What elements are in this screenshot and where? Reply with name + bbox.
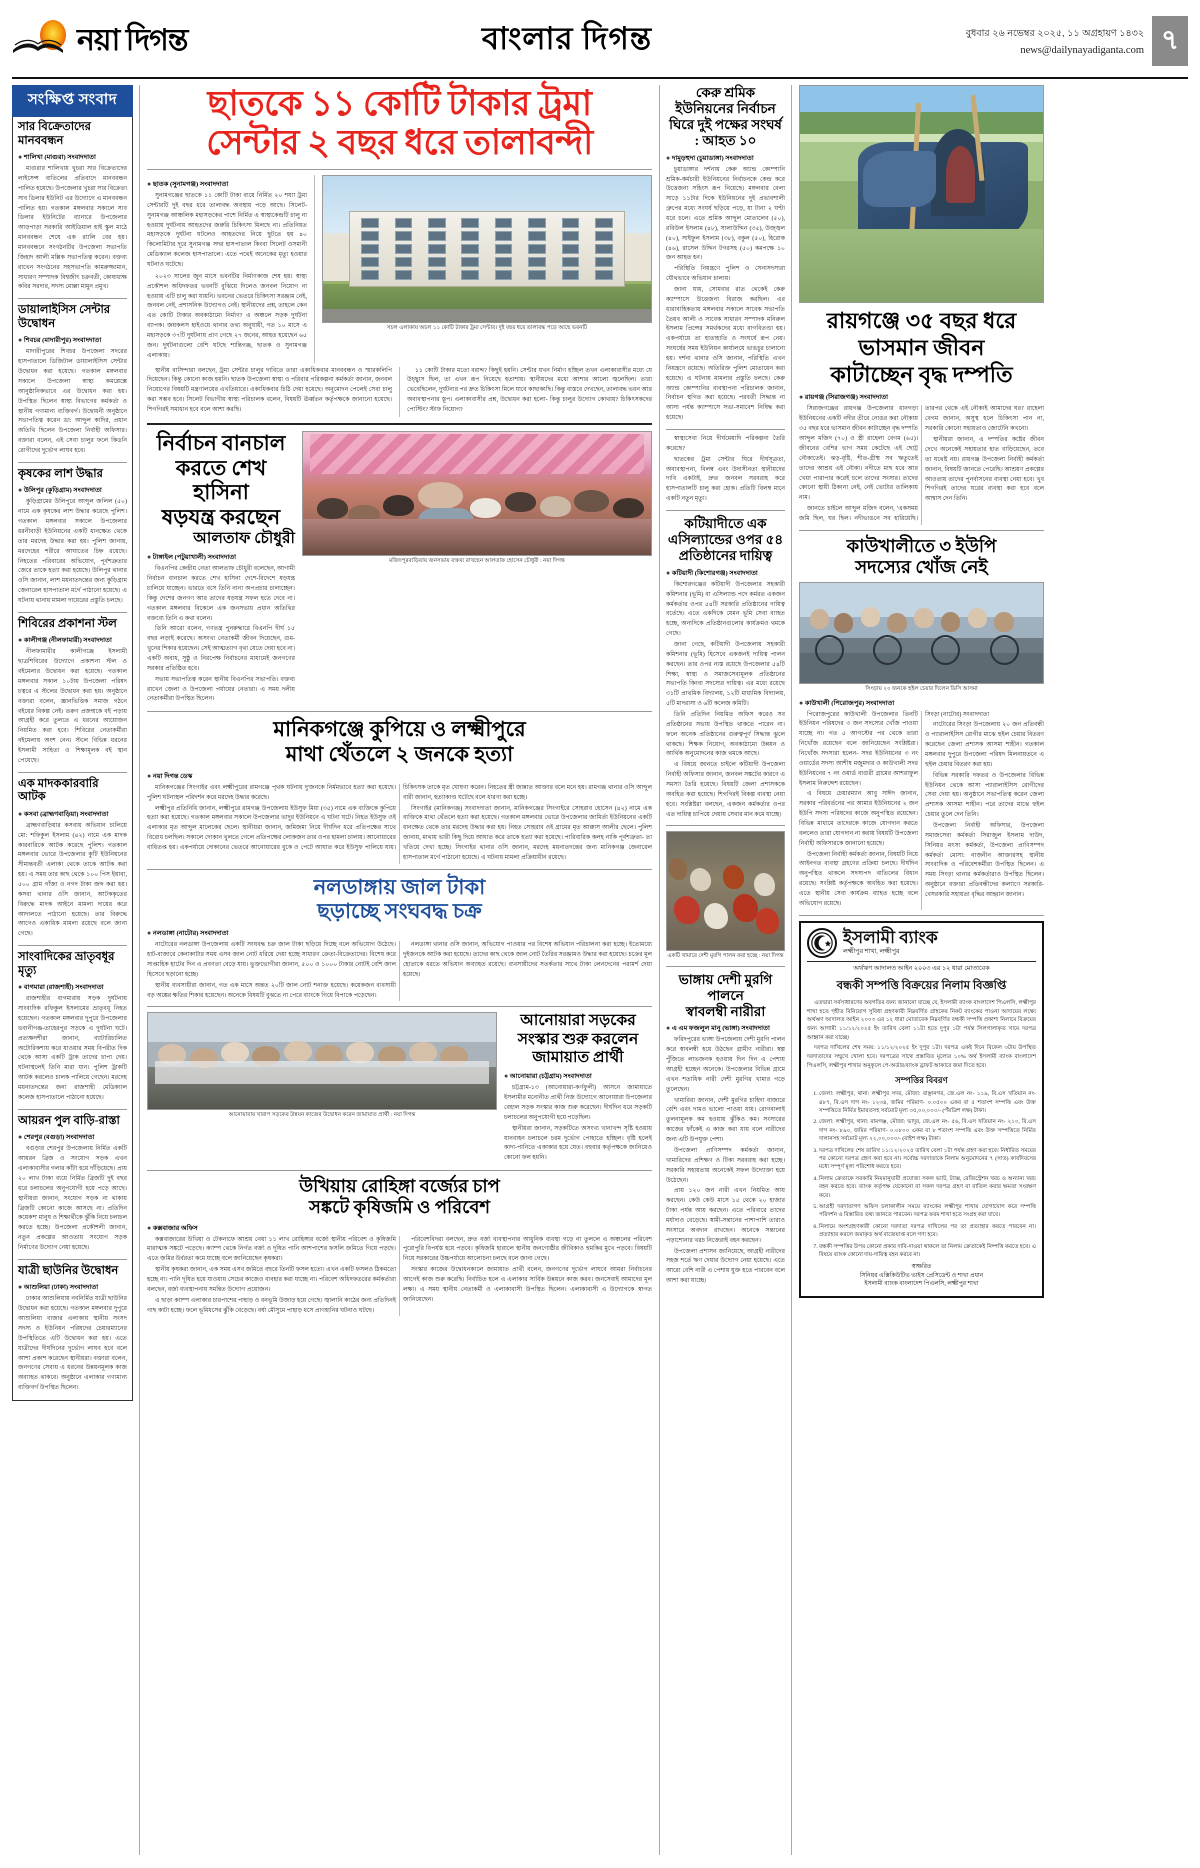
- ad-property-heading: সম্পত্তির বিবরণ: [895, 1075, 948, 1086]
- hasina-kicker: ● টাঙ্গাইল (পটুয়াখালী) সংবাদদাতা: [147, 553, 237, 562]
- hasina-byline: আলতাফ চৌধুরী: [193, 529, 295, 547]
- katiadi-headline-line2[interactable]: এসিল্যান্ডের ওপর ৫৪: [667, 531, 784, 547]
- anwara-body: চট্টগ্রাম-১৩ (আনোয়ারা-কর্ণফুলী) আসনে জামায়াতে ইসলামীর মনোনীত প্রার্থী নিজ উদ্যোগে আনোয়ারা উপজেলার বেহাল সড়ক সংস্কার কাজ শুরু করেছেন। দীর্ঘদিন ধরে সড়কটি চলাচলের অনুপযোগী হয়ে পড়েছিল। স্থানীয়রা জানান, সড়কটিতে অসংখ্য খানাখন্দ সৃষ্টি হওয়ায় যানবাহন চলাচলে চরম দুর্ভোগ পোহাতে হচ্ছিল। বৃষ্টি হলেই কাদা-পানিতে একাকার হয়ে যেত। বহুবার কর্তৃপক্ষকে জানিয়েও কোনো ফল হয়নি।: [504, 1085, 652, 1162]
- ad-law-reference: অর্থঋণ আদালত আইন ২০০৩ এর ১২ ধারা মোতাবেক: [853, 964, 990, 972]
- ad-list-item: 5. আগ্রহী দরদাতাগণ অফিস চলাকালীন সময়ে ব্যাংকের লক্ষ্মীপুর শাখায় যোগাযোগ করে সম্পত্তি পরিদর্শন ও বিস্তারিত তথ্য জানতে পারবেন। দরপত্র ফরম শাখা হতে সংগ্রহ করা যাবে।: [819, 1203, 1036, 1220]
- chicken-kicker: ● এ এম ফজলুল মানু (ভাঙ্গা) সংবাদদাতা: [666, 1024, 770, 1033]
- lead-photo-caption: সচল এলাকায় অচল ১১ কোটি টাকার ট্রমা সেন্টার। দুই বছর ধরে তালাবদ্ধ পড়ে আছে ভবনটি: [386, 325, 588, 331]
- sidebar-item-body: রাজশাহীর বাগমারায় সড়ক দুর্ঘটনায় সাংবাদিক রফিকুল ইসলামের ভ্রাতৃবধূ নিহত হয়েছেন। গতকাল মঙ্গলবার দুপুরে উপজেলার ভবানীগঞ্জ-তাহেরপুর সড়কে এ দুর্ঘটনা ঘটে। প্রত্যক্ষদর্শীরা জানান, ব্যাটারিচালিত অটোরিকশায় করে যাওয়ার সময় বিপরীত দিক থেকে আসা একটি ট্রাক তাদের চাপা দেয়। ঘটনাস্থলেই তিনি মারা যান। পুলিশ ট্রাকটি আটক করলেও চালক পালিয়ে গেছেন। মরদেহ ময়নাতদন্তের জন্য রাজশাহী মেডিক্যাল কলেজ হাসপাতালে পাঠানো হয়েছে।: [18, 996, 127, 1101]
- lead-body-col2: ২০২৩ সালের জুন মাসে ভবনটির নির্মাণকাজ শেষ হয়। স্বাস্থ্য প্রকৌশল অধিদফতর ভবনটি বুঝিয়ে দিলেও জনবল নিয়োগ না হওয়ায় এটি চালু করা যায়নি। ভবনের ভেতরে চিকিৎসা সরঞ্জাম নেই, জনবল নেই, প্রশাসনিক উদ্যোগও নেই। স্থানীয়দের প্রশ্ন, তাহলে কেন এত কোটি টাকার অবকাঠামো নির্মাণ? এ অঞ্চলে সড়ক দুর্ঘটনা ব্যাপক। জয়কলস হাইওয়ে থানার তথ্য অনুযায়ী, গত ১০ মাসে এ মহাসড়কে ৩৭টি দুর্ঘটনায় প্রাণ গেছে ২৭ জনের, আহত হয়েছেন ৬৫ জন। দুর্ঘটনাগুলো বেশি ঘটছে শান্তিগঞ্জ, ছাতক ও সুনামগঞ্জ এলাকায়।: [147, 273, 307, 359]
- kerosene-body: চুয়াডাঙ্গার দর্শনায় কেরু অ্যান্ড কোম্পানি শ্রমিক-কর্মচারী ইউনিয়নের নির্বাচনকে কেন্দ্র করে উত্তেজনা সহিংস রূপ নিয়েছে। মঙ্গলবার বেলা সাড়ে ১১টার দিকে ইউনিয়নের দুই প্রভাবশালী গ্রুপের মধ্যে সংঘর্ষ ছড়িয়ে পড়ে, যা টানা ২ ঘণ্টা ধরে চলে। এতে শ্রমিক আব্দুল মোতালেব (৫০), রবিউল ইসলাম (৪৮), সালাউদ্দিন (৩৫), উজ্জ্বল (৪০), সাইফুল ইসলাম (৩৮), বকুল (৫০), হিরোক (৪৬), রাসেল উদ্দিন টগরসহ (৫০) কমপক্ষে ১০ জন আহত হন। পরিস্থিতি নিয়ন্ত্রণে পুলিশ ও সেনাসদস্যরা যৌথভাবে অভিযান চালায়। জানা যায়, সোমবার রাত থেকেই কেরু ক্যাম্পাসে উত্তেজনা বিরাজ করছিল। এর ধারাবাহিকতায় মঙ্গলবার সকালে সাবেক সভাপতি তৈয়ব আলী ও সাবেক সাধারণ সম্পাদক মনিরুল ইসলাম প্রিন্সের সমর্থকদের মধ্যে বাগবিতণ্ডা হয়। একপর্যায়ে তা হাতাহাতি ও সংঘর্ষে রূপ নেয়। সংঘর্ষের সময় ইউনিয়ন কার্যালয়ে ভাঙচুর চালানো হয়। দর্শনা থানার ওসি জানান, পরিস্থিতি এখন নিয়ন্ত্রণে রয়েছে। অতিরিক্ত পুলিশ মোতায়েন করা হয়েছে। এ ঘটনায় মামলার প্রস্তুতি চলছে। কেরু অ্যান্ড কোম্পানির ব্যবস্থাপনা পরিচালক জানান, নির্বাচন স্থগিত করা হয়েছে। পরবর্তী সিদ্ধান্ত না আসা পর্যন্ত ক্যাম্পাসে সভা-সমাবেশ নিষিদ্ধ করা হয়েছে।: [666, 166, 785, 422]
- newspaper-logo[interactable]: [12, 18, 232, 64]
- sidebar-item-body: ব্রাহ্মণবাড়িয়ার কসবায় অভিযান চালিয়ে মো: শফিকুল ইসলাম (৪২) নামে এক মাদক কারবারিকে আটক করেছে পুলিশ। গতকাল মঙ্গলবার ভোরে উপজেলার কুটি ইউনিয়নের সীমান্তবর্তী এলাকা থেকে তাকে আটক করা হয়। এ সময় তার কাছ থেকে ১০০ পিস ইয়াবা, ৫০০ গ্রাম গাঁজা ও নগদ টাকা জব্দ করা হয়। কসবা থানার ওসি জানান, আটককৃতের বিরুদ্ধে মাদক আইনে মামলা দায়ের করে আদালতে পাঠানো হয়েছে। তার বিরুদ্ধে আগেও একাধিক মামলা রয়েছে বলে জানা গেছে।: [18, 822, 127, 938]
- manikganj-body: মানিকগঞ্জের সিংগাইর এবং লক্ষ্মীপুরের রামগঞ্জে পৃথক ঘটনায় দু'জনকে নির্মমভাবে হত্যা করা হয়েছে। পুলিশ ঘটনাস্থল পরিদর্শন করে মরদেহ উদ্ধার করেছে। লক্ষ্মীপুর প্রতিনিধি জানান, লক্ষ্মীপুরে রামগঞ্জ উপজেলায় ইউসুফ মিয়া (৩৫) নামে এক ব্যক্তিকে কুপিয়ে হত্যা করা হয়েছে। গতকাল মঙ্গলবার সকালে উপজেলার ভাদুর ইউনিয়নে এ ঘটনা ঘটে। নিহত ইউসুফ ওই এলাকার মৃত আব্দুল মালেকের ছেলে। স্থানীয়রা জানান, জমিজমা নিয়ে দীর্ঘদিন ধরে প্রতিপক্ষের সাথে বিরোধ চলছিল। সকালে দোকান খুলতে গেলে প্রতিপক্ষের লোকজন তার ওপর হামলা চালায়। আনোয়ারের বাধিতপ্ত হয়। একপর্যায়ে দোকানের ভেতরে আনোয়ারের বুকে ও পেটে আঘাত করে ইউসুফ পালিয়ে যায়। চিকিৎসক তাকে মৃত ঘোষণা করেন। নিহতের স্ত্রী জান্নাত আক্তার বলে মনে হয়। রামগঞ্জ থানার ওসি আব্দুল বারী জানান, হত্যাকাণ্ড ঘটেছে বলে ধারণা করা হচ্ছে। সিংগাইর (মানিকগঞ্জ) সংবাদদাতা জানান, মানিকগঞ্জের সিংগাইরে সোহরাব হোসেন (৪২) নামে এক ব্যক্তিকে মাথা থেঁতলে হত্যা করা হয়েছে। গতকাল মঙ্গলবার ভোরে উপজেলার জামির্তা ইউনিয়নের একটি ধানক্ষেত থেকে তার মরদেহ উদ্ধার করা হয়। নিহত সোহরাব ওই গ্রামের মৃত আক্কাস আলীর ছেলে। পুলিশ জানায়, মাথায় ভারী কিছু দিয়ে আঘাত করে তাকে হত্যা করা হয়েছে। পারিবারিক কলহ নাকি পূর্বশত্রুতা- তা খতিয়ে দেখা হচ্ছে। সিংগাইর থানার ওসি জানান, মরদেহ ময়নাতদন্তের জন্য মানিকগঞ্জ জেনারেল হাসপাতাল মর্গে পাঠানো হয়েছে। এ ঘটনায় মামলা প্রক্রিয়াধীন রয়েছে।: [147, 784, 652, 861]
- sidebar-item-title[interactable]: যাত্রী ছাউনির উদ্বোধন: [18, 1264, 119, 1277]
- logo-wordmark: নয়া দিগন্ত: [77, 24, 188, 57]
- ukhiya-kicker: ● কক্সবাজার অফিস: [147, 1223, 198, 1232]
- sidebar-item-title[interactable]: কৃষকের লাশ উদ্ধার: [18, 467, 103, 480]
- kerosene-union-story: [666, 85, 785, 424]
- katiadi-kicker: ● কটিয়াদী (কিশোরগঞ্জ) সংবাদদাতা: [666, 568, 758, 577]
- secondary-column: [660, 85, 792, 1855]
- kaukhali-body: পিরোজপুরের কাউখালী উপজেলার তিনটি ইউনিয়ন পরিষদের ৩ জন সদস্যের খোঁজ পাওয়া যাচ্ছে না। গত ৫ আগস্টের পর থেকে তারা নিখোঁজ রয়েছেন বলে জানিয়েছেন সংশ্লিষ্টরা। নিখোঁজ সদস্যরা হলেন- সদর ইউনিয়নের ৩ নং ওয়ার্ডের সদস্য আশীষ মজুমদার ও কাউখালী সদর ইউনিয়নের ৭ নং ওয়ার্ড বাগুরী গ্রামের আশরাফুল ইসলাম নিরুদ্দেশ রয়েছেন। এ বিষয়ে চেয়ারম্যান আবু সাঈদ জানান, সরকার পরিবর্তনের পর আমার ইউনিয়নের ২ জন ইউপি সদস্য পরিষদের কাজে অনুপস্থিত রয়েছেন। বিভিন্ন মাধ্যমে তাদেরকে কাজে যোগদান করতে বললেও তারা যোগদান না করায় বিষয়টি উপজেলা নির্বাহী অফিসারকে জানানো হয়েছে। উপজেলা নির্বাহী কর্মকর্তা জানান, বিষয়টি নিয়ে আইনগত ব্যবস্থা গ্রহণের প্রক্রিয়া চলছে। দীর্ঘদিন অনুপস্থিত থাকলে সদস্যপদ বাতিলের বিধান রয়েছে। সংশ্লিষ্ট কর্তৃপক্ষকে অবহিত করা হয়েছে। এতে স্থানীয় সেবা কার্যক্রম ব্যাহত হচ্ছে বলে অভিযোগ রয়েছে। সিংড়া (নাটোর) সংবাদদাতা নাটোরের সিংড়া উপজেলায় ২০ জন প্রতিবন্ধী ও প্যারালাইসিস রোগীর মাঝে হুইল চেয়ার বিতরণ করেছেন জেলা প্রশাসক আসমা শাহীন। গতকাল মঙ্গলবার দুপুরে উপজেলা পরিষদ মিলনায়তনে এ হুইল চেয়ার বিতরণ করা হয়। বিভিন্ন সরকারি দফতর ও উপজেলার বিভিন্ন ইউনিয়ন থেকে আসা প্যারালাইসিস রোগীদের সেবা দেয়া হয়। অনুষ্ঠানে সভাপতিত্ব করেন জেলা প্রশাসক আসমা শাহীন। পরে তাদের মাঝে হুইল চেয়ার তুলে দেন তিনি। উপজেলা নির্বাহী অফিসার, উপজেলা সমাজসেবা কর্মকর্তা সিরাজুল ইসলাম দাউদ, সিনিয়র মৎস্য কর্মকর্তা, উপজেলা প্রাণিসম্পদ কর্মকর্তা মোসা: নাজনীন আক্তারসহ স্থানীয় সাংবাদিক ও পরিবেশকর্মীরা উপস্থিত ছিলেন। এ সময় সিংড়া থানার কর্মকর্তারাও উপস্থিত ছিলেন। অনুষ্ঠানে বক্তারা প্রতিবন্ধীদের কল্যাণে সরকারি-বেসরকারি সহায়তা বৃদ্ধির আহ্বান জানান।: [799, 711, 1044, 907]
- anwara-headline-line3[interactable]: জামায়াত প্রার্থী: [532, 1048, 624, 1066]
- sidebar-brief-news: [12, 85, 140, 1855]
- main-column: [140, 85, 660, 1855]
- naldanga-kicker: ● নলডাঙ্গা (নাটোর) সংবাদদাতা: [147, 929, 229, 938]
- sidebar-item-kicker: ● কসবা (ব্রাহ্মণবাড়িয়া) সংবাদদাতা: [18, 809, 109, 818]
- lead-body-col3: স্থানীয় বাসিন্দারা বলছেন, ট্রমা সেন্টার চালুর দাবিতে তারা একাধিকবার মানববন্ধন ও স্মারকলিপি দিয়েছেন। কিন্তু কোনো কাজ হয়নি। ছাতক উপজেলা স্বাস্থ্য ও পরিবার পরিকল্পনা কর্মকর্তা জানান, জনবল নিয়োগের বিষয়টি মন্ত্রণালয়ের এখতিয়ারে। একাধিকবার চিঠি দেয়া হয়েছে। অনুমোদন পেলেই সেবা চালু করা সম্ভব হবে। সিলেট বিভাগীয় স্বাস্থ্য পরিচালক বলেন, বিষয়টি ঊর্ধ্বতন কর্তৃপক্ষকে জানানো হয়েছে। শিগগিরই সমাধান হবে বলে আশা করছি।: [147, 367, 392, 414]
- sidebar-item-kicker: ● উলিপুর (কুড়িগ্রাম) সংবাদদাতা: [18, 486, 102, 495]
- sidebar-item-body: বগুড়ার শেরপুর উপজেলায় নির্মিত একটি আয়রন ব্রিজ ও সংযোগ সড়ক এখন এলাকাবাসীর গলার কাঁটা হয়ে দাঁড়িয়েছে। প্রায় ২০ লাখ টাকা ব্যয়ে নির্মিত ব্রিজটি দুই বছর ধরে চলাচলের অনুপযোগী হয়ে পড়ে আছে। স্থানীয়রা জানান, সংযোগ সড়ক না থাকায় ব্রিজটি কোনো কাজে আসছে না। প্রতিদিন কয়েকশ' মানুষ ও শিক্ষার্থীকে ঝুঁকি নিয়ে চলাচল করতে হচ্ছে। উপজেলা প্রকৌশলী জানান, নতুন প্রকল্পের আওতায় সংযোগ সড়ক নির্মাণের উদ্যোগ নেয়া হয়েছে।: [18, 1146, 127, 1251]
- content-grid: [12, 85, 1188, 1855]
- raiganj-headline-line2[interactable]: ভাসমান জীবন: [858, 334, 985, 360]
- ad-list-item: 2. জেলা: লক্ষ্মীপুর, থানা: রামগঞ্জ, মৌজা: ভাদুর, জে.এল নং- ৫৬, বি.এস খতিয়ান নং- ২১০, বি.এস দাগ নং- ৮৯০, জমির পরিমাণ- ০.০৮০০ একর বা ৮ শতাংশ সম্পত্তি এবং উক্ত সম্পত্তিতে নির্মিত দালানসহ সর্বমোট মূল্য ২২,০০,০০০/- (বাইশ লক্ষ) টাকা।: [819, 1118, 1036, 1143]
- hasina-story: [147, 431, 652, 706]
- publication-date: বুধবার ২৬ নভেম্বর ২০২৫, ১১ অগ্রহায়ণ ১৪৩২: [965, 27, 1144, 39]
- ad-list-item: 6. নিলামে অংশগ্রহণকারী কোনো দরদাতা দরপত্র দাখিলের পর তা প্রত্যাহার করতে পারবেন না। প্রত্যাহার করলে জমাকৃত অর্থ বাজেয়াপ্ত বলে গণ্য হবে।: [819, 1223, 1036, 1240]
- lead-kicker: ● ছাতক (সুনামগঞ্জ) সংবাদদাতা: [147, 180, 229, 188]
- page-number-badge: ৭: [1152, 16, 1188, 66]
- trauma-center-photo: [322, 175, 652, 323]
- katiadi-headline-line3[interactable]: প্রতিষ্ঠানের দায়িত্ব: [678, 547, 773, 563]
- lead-spill-col5: স্বাস্থ্যসেবা নিয়ে দীর্ঘমেয়াদি পরিকল্পনা তৈরি করেছে? ছাতকের ট্রমা সেন্টার ঘিরে দীর্ঘসূত্রতা, অব্যবস্থাপনা, বিলম্ব এবং উদাসীনতা স্থানীয়দের দাবি একটাই, দ্রুত জনবল সরবরাহ করে হাসপাতালটি চালু করা হোক। প্রতিটি বিলম্ব মানে একটি নতুন মৃত্যু।: [666, 436, 785, 503]
- ad-list-item: 1. জেলা: লক্ষ্মীপুর, থানা: লক্ষ্মীপুর সদর, মৌজা: বাঞ্ছানগর, জে.এল নং- ১১৯, বি.এস খতিয়ান নং- ৪৮৭, বি.এস দাগ নং- ১২৩৪, জমির পরিমাণ- ০.০৫০০ একর বা ৫ শতাংশ সম্পত্তি এবং উক্ত সম্পত্তিতে নির্মিত ইমারতসহ সর্বমোট মূল্য ৩৫,০০,০০০/- (পঁয়ত্রিশ লক্ষ) টাকা।: [819, 1090, 1036, 1115]
- crescent-star-icon: [811, 932, 833, 954]
- sidebar-item-title[interactable]: সার বিক্রেতাদের মানববন্ধন: [18, 121, 92, 147]
- lead-story: [147, 85, 652, 417]
- sidebar-item-kicker: ● শিবচর (মাদারীপুর) সংবাদদাতা: [18, 336, 102, 345]
- sidebar-item-kicker: ● শালিখা (মাগুরা) সংবাদদাতা: [18, 153, 96, 162]
- ukhiya-headline-line1[interactable]: উখিয়ায় রোহিঙ্গা বর্জ্যের চাপ: [299, 1176, 500, 1197]
- sidebar-item-kicker: ● বাগমারা (রাজশাহী) সংবাদদাতা: [18, 983, 104, 992]
- sidebar-item-body: নীলফামারীর কালীগঞ্জে ইসলামী ছাত্রশিবিরের উদ্যোগে প্রকাশনা স্টল ও বইমেলার উদ্বোধন করা হয়েছে। গতকাল মঙ্গলবার সকাল ১০টায় উপজেলা পরিষদ চত্বরে এ স্টলের উদ্বোধন করা হয়। অনুষ্ঠানে বক্তারা বলেন, জ্ঞানভিত্তিক সমাজ গঠনে বইয়ের বিকল্প নেই। তরুণ প্রজন্মকে বই পড়ায় আগ্রহী করে তুলতে এ ধরনের আয়োজন নিয়মিত করা হবে। শিবিরের নেতাকর্মীরা বইমেলায় অংশ নেন। স্টলে বিভিন্ন ধরনের ইসলামী সাহিত্য ও শিক্ষামূলক বই স্থান পেয়েছে।: [18, 649, 127, 764]
- chicken-headline-line2[interactable]: স্বাবলম্বী নারীরা: [685, 1003, 766, 1019]
- masthead-meta: [902, 27, 1152, 56]
- rally-speech-photo: [302, 431, 652, 556]
- ad-sign-label: স্বাক্ষরিত: [911, 1264, 932, 1271]
- sidebar-item-body: ঢাকার আশুলিয়ায় নবনির্মিত যাত্রী ছাউনির উদ্বোধন করা হয়েছে। গতকাল মঙ্গলবার দুপুরে আশুলিয়া বাজার এলাকায় স্থানীয় সংসদ সদস্য ও ইউনিয়ন পরিষদের চেয়ারম্যানের উপস্থিতিতে এটি উদ্বোধন করা হয়। এতে যাত্রীদের দীর্ঘদিনের দুর্ভোগ লাঘব হবে বলে আশা প্রকাশ করেছেন স্থানীয়রা। বক্তারা বলেন, জনগণের সেবায় এ ধরনের উন্নয়নমূলক কাজ অব্যাহত থাকবে। অনুষ্ঠানে এলাকার গণ্যমান্য ব্যক্তিবর্গ উপস্থিত ছিলেন।: [18, 1296, 127, 1392]
- sidebar-item-title[interactable]: আয়রন পুল বাড়ি-রাস্তা: [18, 1114, 120, 1127]
- ad-sign-branch: ইসলামী ব্যাংক বাংলাদেশ পিএলসি, লক্ষ্মীপুর শাখা: [864, 1281, 979, 1288]
- ukhiya-body: কক্সবাজারের উখিয়া ও টেকনাফে আশ্রয় নেয়া ১১ লাখ রোহিঙ্গার বর্জ্যে স্থানীয় পরিবেশ ও কৃষিজমি মারাত্মক সঙ্কটে পড়েছে। ক্যাম্প থেকে নির্গত বর্জ্য ও দূষিত পানি আশপাশের ফসলি জমিতে গিয়ে পড়ছে। এতে জমির উর্বরতা কমে যাচ্ছে বলে জানিয়েছেন কৃষকরা। স্থানীয় কৃষকরা জানান, এক সময় এসব জমিতে বছরে তিনটি ফসল হতো। এখন একটি ফসলও ঠিকমতো হচ্ছে না। পানি দূষিত হয়ে যাওয়ায় সেচের কাজেও ব্যবহার করা যাচ্ছে না। পরিবেশ অধিদফতরের কর্মকর্তারা বলছেন, বর্জ্য ব্যবস্থাপনায় সমন্বিত উদ্যোগ প্রয়োজন। এ ছাড়া ক্যাম্প এলাকার চারপাশের পাহাড় ও বনভূমি উজাড় হয়ে গেছে। জ্বালানি কাঠের জন্য প্রতিদিনই গাছ কাটা হচ্ছে। ফলে ভূমিধসের ঝুঁকি বেড়েছে। বর্ষা মৌসুমে পাহাড় ধসে প্রাণহানির ঘটনাও ঘটছে। পরিবেশবিদরা বলছেন, দ্রুত বর্জ্য ব্যবস্থাপনার আধুনিক ব্যবস্থা গড়ে না তুললে এ অঞ্চলের পরিবেশ পুরোপুরি বিপর্যস্ত হয়ে পড়বে। কৃষিজমি হারালে স্থানীয় জনগোষ্ঠীর জীবিকাও হুমকির মুখে পড়বে। বিষয়টি নিয়ে সরকারের উচ্চপর্যায়ে আলোচনা চলছে বলে জানা গেছে। সংস্কার কাজের উদ্বোধনকালে জামায়াত প্রার্থী বলেন, জনগণের দুর্ভোগ লাঘবে আমরা নির্বাচনের আগেই কাজ শুরু করেছি। নির্বাচিত হলে এ এলাকার সার্বিক উন্নয়নে কাজ করব। জনসেবাই আমাদের মূল লক্ষ্য। এ সময় স্থানীয় নেতাকর্মী ও এলাকাবাসী উপস্থিত ছিলেন। এলাকাবাসী এ উদ্যোগকে স্বাগত জানিয়েছেন।: [147, 1236, 652, 1314]
- katiadi-body: কিশোরগঞ্জের কটিয়াদী উপজেলার সহকারী কমিশনার (ভূমি) বা এসিল্যান্ড পদে কর্মরত একজন কর্মকর্তার ওপর ৫৪টি সরকারি প্রতিষ্ঠানের দায়িত্ব বর্তেছে। এতে একদিকে যেমন ভূমি সেবা ব্যাহত হচ্ছে, অন্যদিকে প্রতিষ্ঠানগুলোর কার্যক্রমও থমকে গেছে। জানা গেছে, কটিয়াদী উপজেলায় সহকারী কমিশনার (ভূমি) হিসেবে একজনই দায়িত্ব পালন করছেন। তার ওপর ন্যস্ত রয়েছে উপজেলার ৫৪টি শিক্ষা, স্বাস্থ্য ও সমাজসেবামূলক প্রতিষ্ঠানের সভাপতি কিংবা সদস্যের দায়িত্ব। এর মধ্যে রয়েছে ৩১টি প্রাথমিক বিদ্যালয়, ১২টি মাধ্যমিক বিদ্যালয়, ৫টি মাদরাসা ও ৬টি কলেজ কমিটি। তিনি প্রতিদিন নিয়মিত অফিস করেও সব প্রতিষ্ঠানের সভায় উপস্থিত থাকতে পারেন না। ফলে অনেক প্রতিষ্ঠানের গুরুত্বপূর্ণ সিদ্ধান্ত ঝুলে থাকছে। শিক্ষক নিয়োগ, অবকাঠামো উন্নয়ন ও আর্থিক অনুমোদনের কাজ থমকে আছে। এ বিষয়ে জানতে চাইলে কটিয়াদী উপজেলা নির্বাহী অফিসার জানান, জনবল সঙ্কটের কারণে এ সমস্যা তৈরি হয়েছে। বিষয়টি জেলা প্রশাসককে অবহিত করা হয়েছে। শিগগিরই বিকল্প ব্যবস্থা নেয়া হবে। সংশ্লিষ্টরা বলছেন, একজন কর্মকর্তার ওপর এত দায়িত্ব চাপিয়ে দেয়ায় সেবার মান কমে যাচ্ছে।: [666, 581, 785, 818]
- manikganj-headline-line1[interactable]: মানিকগঞ্জে কুপিয়ে ও লক্ষ্মীপুরে: [273, 717, 526, 742]
- contact-email[interactable]: news@dailynayadiganta.com: [1020, 44, 1144, 56]
- sidebar-item-title[interactable]: এক মাদককারবারি আটক: [18, 777, 99, 804]
- ukhiya-story: [147, 1176, 652, 1316]
- hasina-body: বিএনপির কেন্দ্রীয় নেতা আলতাফ চৌধুরী বলেছেন, আগামী নির্বাচন বানচাল করতে শেখ হাসিনা দেশে-বিদেশে ষড়যন্ত্র চালিয়ে যাচ্ছেন। ভারতে বসে তিনি নানা অপপ্রচার চালাচ্ছেন। কিন্তু দেশের জনগণ আর তাদের ষড়যন্ত্র সফল হতে দেবে না। গতকাল মঙ্গলবার বিকেলে এক জনসভায় প্রধান অতিথির বক্তব্যে তিনি এ কথা বলেন। তিনি আরো বলেন, গণতন্ত্র পুনরুদ্ধারে বিএনপি দীর্ঘ ১৫ বছর লড়াই করেছে। অসংখ্য নেতাকর্মী জীবন দিয়েছেন, গুম-খুনের শিকার হয়েছেন। সেই আত্মত্যাগ বৃথা যেতে দেয়া হবে না। একটি অবাধ, সুষ্ঠু ও নিরপেক্ষ নির্বাচনের মাধ্যমেই জনগণের সরকার প্রতিষ্ঠিত হবে। সভায় সভাপতিত্ব করেন স্থানীয় বিএনপির সভাপতি। বক্তব্য রাখেন জেলা ও উপজেলা পর্যায়ের নেতারা। এ সময় দলীয় নেতাকর্মীরা উপস্থিত ছিলেন।: [147, 566, 295, 703]
- sidebar-item-body: মাগুরার শালিখায় খুচরা সার বিক্রেতাদের লাইসেন্স বাতিলের প্রতিবাদে মানববন্ধন পালিত হয়েছে। উপজেলার খুচরা সার বিক্রেতা সাব ডিলার ইউনিট এর উদ্যোগে এ মানববন্ধন পালিত হয়। গতকাল মঙ্গলবার সকালে সাব ডিলার ইউনিটের ব্যানারে উপজেলার আড়পাড়া সরকারি আইডিয়াল হাই স্কুল মাঠে মানববন্ধন শেষে এক র‍্যালি বের হয়। মানববন্ধনে সংগঠনটির উপজেলা সভাপতি জিহাদ আলী মল্লিক সভাপতিত্ব করেন। বক্তব্য রাখেন সংগঠনের সহসভাপতি কামরুজ্জামান, সাধারণ সম্পাদক বিশ্বজীৎ চক্রবর্তী, কোষাধ্যক্ষ কবির সরদার, সদস্য মোল্লা মামুন প্রমুখ।: [18, 166, 127, 291]
- sidebar-item-kicker: ● কালীগঞ্জ (নীলফামারী) সংবাদদাতা: [18, 636, 112, 645]
- naldanga-story: [147, 875, 652, 1002]
- anwara-headline-line2[interactable]: সংস্কার শুরু করলেন: [517, 1030, 639, 1048]
- chicken-story: [666, 972, 785, 1287]
- raiganj-kicker: ● রায়গঞ্জ (সিরাজগঞ্জ) সংবাদদাতা: [799, 393, 889, 402]
- masthead-divider: [12, 77, 1188, 79]
- ukhiya-headline-line2[interactable]: সঙ্কটে কৃষিজমি ও পরিবেশ: [308, 1197, 491, 1218]
- masthead: [12, 10, 1188, 72]
- naldanga-headline-line2[interactable]: ছড়াচ্ছে সংঘবদ্ধ চক্র: [317, 899, 482, 924]
- ad-header: [807, 928, 1036, 962]
- sidebar-item-kicker: ● শেরপুর (বগুড়া) সংবাদদাতা: [18, 1133, 95, 1142]
- open-book-icon: [12, 34, 64, 56]
- wheelchair-photo-caption: সিংড়ায় ২০ জনকে হুইল চেয়ার দিলেন ডিসি আসমা: [865, 686, 978, 693]
- ad-bank-name: ইসলামী ব্যাংক: [843, 927, 938, 947]
- sidebar-box: [12, 117, 133, 1401]
- chicken-headline-line1[interactable]: ভাঙ্গায় দেশী মুরগি পালনে: [678, 971, 773, 1003]
- kaukhali-story: [799, 536, 1044, 578]
- kerosene-kicker: ● দামুড়হুদা (চুয়াডাঙ্গা) সংবাদদাতা: [666, 153, 754, 162]
- page-title: বাংলার দিগন্ত: [481, 21, 653, 56]
- kerosene-headline[interactable]: কেরু শ্রমিক ইউনিয়নের নির্বাচন ঘিরে দুই পক্ষের সংঘর্ষ : আহত ১০: [669, 85, 782, 148]
- chicken-farm-photo: [666, 831, 785, 951]
- hasina-headline-line1[interactable]: নির্বাচন বানচাল: [156, 430, 286, 455]
- anwara-kicker: ● আনোয়ারা (চট্টগ্রাম) সংবাদদাতা: [504, 1072, 592, 1081]
- ad-title: বন্ধকী সম্পত্তি বিক্রয়ের নিলাম বিজ্ঞপ্তি: [836, 980, 1007, 993]
- lead-body-col1: সুনামগঞ্জের ছাতকে ১১ কোটি টাকা ব্যয়ে নির্মিত ২০ শয্যা ট্রমা সেন্টারটি দুই বছর ধরে তালাবদ্ধ অবস্থায় পড়ে আছে। সিলেট-সুনামগঞ্জ আঞ্চলিক মহাসড়কের পাশে নির্মিত এ স্বাস্থ্যকেন্দ্রটি চালু না হওয়ায় দুর্ঘটনায় আহতদের জরুরি চিকিৎসা মিলছে না। প্রতিনিয়ত মহাসড়কে দুর্ঘটনা ঘটলেও আহতদের নিয়ে ছুটতে হয় ৪০ কিলোমিটার দূরে সুনামগঞ্জ সদর হাসপাতাল কিংবা সিলেট ওসমানী মেডিক্যাল কলেজ হাসপাতালে। এতে পথেই অনেকের মৃত্যু হওয়ার ঘটনাও ঘটেছে।: [147, 193, 307, 269]
- ad-conditions-list: [807, 1090, 1036, 1259]
- chicken-body: ফরিদপুরের ভাঙ্গা উপজেলায় দেশী মুরগি পালন করে স্বাবলম্বী হয়ে উঠছেন গ্রামীণ নারীরা। স্বল্প পুঁজিতে লাভজনক হওয়ায় দিন দিন এ পেশায় আগ্রহী হচ্ছেন অনেকে। উপজেলার বিভিন্ন গ্রামে এখন শতাধিক নারী দেশী মুরগির খামার গড়ে তুলেছেন। খামারিরা জানান, দেশী মুরগির চাহিদা বাজারে বেশি এবং দামও ভালো পাওয়া যায়। রোগবালাই তুলনামূলক কম হওয়ায় ঝুঁকিও কম। সংসারের কাজের ফাঁকেই এ কাজ করা যায় বলে নারীদের জন্য এটি উপযুক্ত পেশা। উপজেলা প্রাণিসম্পদ কর্মকর্তা জানান, খামারিদের প্রশিক্ষণ ও টিকা সরবরাহ করা হচ্ছে। সরকারি সহায়তায় অনেকেই সফল উদ্যোক্তা হয়ে উঠেছেন। প্রায় ১২০ জন নারী এখন নিয়মিত আয় করছেন। কেউ কেউ মাসে ১৫ থেকে ২০ হাজার টাকা পর্যন্ত আয় করছেন। এতে পরিবারে তাদের মর্যাদাও বেড়েছে। স্বামী-সন্তানের পাশাপাশি তারাও সংসারে অবদান রাখছেন। অনেকে সন্তানের পড়াশোনার খরচ নিজেরাই বহন করছেন। উপজেলা প্রশাসন জানিয়েছে, আগ্রহী নারীদের সহজ শর্তে ঋণ দেয়ার উদ্যোগ নেয়া হয়েছে। এতে আরো বেশি নারী এ পেশায় যুক্ত হতে পারবেন বলে আশা করা যাচ্ছে।: [666, 1037, 785, 1285]
- ad-list-item: 7. বন্ধকী সম্পত্তির উপর কোনো প্রকার দাবি-দাওয়া থাকলে তা নিলাম ক্রেতাকেই নিষ্পত্তি করতে হবে। এ বিষয়ে ব্যাংক কোনো দায়-দায়িত্ব বহন করবে না।: [819, 1243, 1036, 1260]
- katiadi-headline-line1[interactable]: কটিয়াদীতে এক: [684, 516, 767, 532]
- hasina-headline-line3[interactable]: ষড়যন্ত্র করছেন: [161, 505, 281, 530]
- road-repair-group-photo: [147, 1012, 497, 1110]
- naldanga-body: নাটোরের নলডাঙ্গা উপজেলায় একটি সংঘবদ্ধ চক্র জাল টাকা ছড়িয়ে দিচ্ছে বলে অভিযোগ উঠেছে। হাট-বাজারে কেনাকাটার সময় এসব জাল নোট ধরিয়ে দেয়া হচ্ছে সাধারণ ক্রেতা-বিক্রেতাদের। বিশেষ করে সাপ্তাহিক হাটের দিন এ প্রবণতা বেড়ে যায়। ভুক্তভোগীরা জানান, ৫০০ ও ১০০০ টাকার নোটই বেশি জাল হিসেবে ছড়ানো হচ্ছে। স্থানীয় ব্যবসায়ীরা জানান, গত এক মাসে অন্তত ২০টি জাল নোট শনাক্ত হয়েছে। কয়েকজন ব্যবসায়ী বড় অঙ্কের ক্ষতির শিকার হয়েছেন। অনেকে বিষয়টি বুঝতে না পেরে ব্যাংকে গিয়ে বিপাকে পড়েছেন। নলডাঙ্গা থানার ওসি জানান, অভিযোগ পাওয়ার পর বিশেষ অভিযান পরিচালনা করা হচ্ছে। ইতোমধ্যে দুইজনকে আটক করা হয়েছে। তাদের কাছ থেকে জাল নোট তৈরির সরঞ্জামও উদ্ধার করা হয়েছে। চক্রের মূল হোতাকে ধরতে অভিযান অব্যাহত রয়েছে। ব্যবসায়ীদের সতর্কতার সাথে টাকা লেনদেনের পরামর্শ দেয়া হয়েছে।: [147, 942, 652, 999]
- sidebar-header: সংক্ষিপ্ত সংবাদ: [12, 85, 133, 117]
- manikganj-headline-line2[interactable]: মাথা থেঁতলে ২ জনকে হত্যা: [285, 742, 514, 767]
- ad-list-item: 3. দরপত্র দাখিলের শেষ তারিখ ১১/১২/২০২৫ তারিখ বেলা ১টা পর্যন্ত গ্রহণ করা হবে। নির্ধারিত সময়ের পর কোনো দরপত্র গ্রহণ করা হবে না। সর্বোচ্চ দরদাতাকে নিলাম অনুমোদনের ৭ (সাত) কার্যদিবসের মধ্যে সম্পূর্ণ মূল্য পরিশোধ করতে হবে।: [819, 1147, 1036, 1172]
- katiadi-story: [666, 516, 785, 820]
- sidebar-item-title[interactable]: সাংবাদিকের ভ্রাতৃবধূর মৃত্যু: [18, 951, 115, 977]
- ad-list-item: 4. নিলাম ক্রেতাকে সরকারি নিয়মানুযায়ী প্রযোজ্য সকল ভ্যাট, ট্যাক্স, রেজিস্ট্রেশন খরচ ও অন্যান্য খরচ বহন করতে হবে। ব্যাংক কর্তৃপক্ষ যেকোনো বা সকল দরপত্র গ্রহণ বা বাতিল করার ক্ষমতা সংরক্ষণ করে।: [819, 1175, 1036, 1200]
- raiganj-headline-line1[interactable]: রায়গঞ্জে ৩৫ বছর ধরে: [826, 308, 1017, 333]
- manikganj-story: [147, 717, 652, 863]
- islami-bank-logo-icon: [807, 928, 837, 958]
- sidebar-item-title[interactable]: শিবিরের প্রকাশনা স্টল: [18, 617, 117, 630]
- sidebar-item-body: কুড়িগ্রামের উলিপুরে আব্দুল জলিল (৫০) নামে এক কৃষকের লাশ উদ্ধার করেছে পুলিশ। গতকাল মঙ্গলবার সকালে উপজেলার ধরনীবাড়ী ইউনিয়নের একটি ধানক্ষেত থেকে তার মরদেহ উদ্ধার করা হয়। পুলিশ জানায়, মরদেহের শরীরে আঘাতের চিহ্ন রয়েছে। নিহতের পরিবারের অভিযোগ, পূর্বশত্রুতার জেরে তাকে হত্যা করা হয়েছে। উলিপুর থানার ওসি জানান, লাশ ময়নাতদন্তের জন্য কুড়িগ্রাম জেনারেল হাসপাতাল মর্গে পাঠানো হয়েছে। এ ঘটনায় থানায় মামলা দায়েরের প্রস্তুতি চলছে।: [18, 499, 127, 605]
- raiganj-headline-line3[interactable]: কাটাচ্ছেন বৃদ্ধ দম্পতি: [830, 361, 1013, 387]
- ad-intro: এতদ্বারা সর্বসাধারণের অবগতির জন্য জানানো যাচ্ছে যে, ইসলামী ব্যাংক বাংলাদেশ পিএলসি, লক্ষ্মীপুর শাখা হতে গৃহীত বিনিয়োগ সুবিধা গ্রহণকারী নিম্নবর্ণিত গ্রাহকের নিকট ব্যাংকের পাওনা আদায়ের লক্ষ্যে অর্থঋণ আদালত আইন ২০০৩ এর ১২ ধারা মোতাবেক নিম্নবর্ণিত বন্ধকী সম্পত্তি প্রকাশ্য নিলামে বিক্রয়ের জন্য আগামী ১১/১২/২০২৫ ইং তারিখ বেলা ১১টা হতে দুপুর ১টা পর্যন্ত সিলগালাকৃত খামে দরপত্র আহ্বান করা যাচ্ছে। দরপত্র দাখিলের শেষ সময়: ১১/১২/২০২৫ ইং দুপুর ১টা। দরপত্র একই দিনে বিকেল ৩টায় উপস্থিত দরদাতাদের সম্মুখে খোলা হবে। দরপত্রের সাথে প্রস্তাবিত মূল্যের ১০% অর্থ ইসলামী ব্যাংক বাংলাদেশ পিএলসি, লক্ষ্মীপুর শাখার অনুকূলে পে-অর্ডার/ব্যাংক ড্রাফট আকারে জমা দিতে হবে।: [807, 1000, 1036, 1069]
- wheelchair-distribution-photo: [799, 582, 1044, 684]
- lead-headline-line2[interactable]: সেন্টার ২ বছর ধরে তালাবন্দী: [206, 122, 593, 162]
- kaukhali-kicker: ● কাউখালী (পিরোজপুর) সংবাদদাতা: [799, 698, 895, 707]
- rally-photo-caption: মজিদপুরবাড়িয়ায় জনসভায় বক্তব্য রাখছেন আলতাফ হোসেন চৌধুরী : নয়া দিগন্ত: [389, 557, 565, 564]
- manikganj-kicker: ● নয়া দিগন্ত ডেস্ক: [147, 771, 193, 780]
- anwara-headline-line1[interactable]: আনোয়ারা সড়কের: [520, 1012, 636, 1030]
- sidebar-item-title[interactable]: ডায়ালাইসিস সেন্টার উদ্বোধন: [18, 304, 111, 330]
- kaukhali-headline-line1[interactable]: কাউখালীতে ৩ ইউপি: [846, 535, 997, 556]
- sunrise-book-logo-icon: [12, 18, 74, 64]
- chicken-photo-caption: একটি খামারে দেশী মুরগি পালন করা হচ্ছে : নয়া দিগন্ত: [667, 953, 784, 960]
- ad-signature: [807, 1263, 1036, 1288]
- anwara-story: [147, 1012, 652, 1165]
- kaukhali-headline-line2[interactable]: সদস্যের খোঁজ নেই: [855, 557, 988, 578]
- anwara-photo-caption: আনোয়ারায় খারাপ সড়কের উন্নয়ন কাজের উদ্বোধন করেন জামায়াত প্রার্থী : নয়া দিগন্ত: [228, 1112, 416, 1119]
- lead-headline-line1[interactable]: ছাতকে ১১ কোটি টাকার ট্রমা: [207, 84, 592, 123]
- lead-body-col4: ১১ কোটি টাকার মতো বরাদ্দ? কিছুই হয়নি। সেন্টার যখন নির্মাণ হচ্ছিল তখন এলাকাবাসীর মধ্যে যে উচ্ছ্বাস ছিল, তা এখন রূপ নিয়েছে হতাশায়। স্থানীয়দের মধ্যে আশার আলো জ্বলেছিল। তারা ভেবেছিলেন, দুর্ঘটনার পর দ্রুত চিকিৎসা মিলে যাবে কাছাকাছি। কিন্তু বাস্তবে দেখছেন, তালাবদ্ধ ভবন আর অব্যবস্থাপনার স্তূপ। এলাকাবাসীর প্রশ্ন, উদ্বোধন করা হলো- কিন্তু চালুর উদ্যোগ কোথায়? চিকিৎসকদের পোস্টিং? স্টাফ নিয়োগ?: [407, 367, 652, 414]
- sidebar-item-body: মাদারীপুরের শিবচর উপজেলা সদরের হাসপাতালে ডিজিটাল ডায়ালাইসিস সেন্টার উদ্বোধন করা হয়েছে। গতকাল মঙ্গলবার সকালে উপজেলা স্বাস্থ্য কমপ্লেক্সে আনুষ্ঠানিকভাবে এর উদ্বোধন করা হয়। উপস্থিত ছিলেন স্বাস্থ্য বিভাগের কর্মকর্তা ও স্থানীয় গণ্যমান্য ব্যক্তিবর্গ। উদ্বোধনী অনুষ্ঠানে সভাপতিত্ব করেন ডা: আব্দুল কাদির, প্রধান অতিথি ছিলেন উপজেলা নির্বাহী অফিসার। বক্তারা বলেন, এই সেবা চালুর ফলে কিডনি রোগীদের দুর্ভোগ লাঘব হবে।: [18, 349, 127, 455]
- hasina-headline-line2[interactable]: করতে শেখ হাসিনা: [175, 455, 267, 505]
- raiganj-body: সিরাজগঞ্জের রায়গঞ্জ উপজেলার ধানগড়া ইউনিয়নের একটি নদীর তীরে নোঙর করা নৌকায় ৩৫ বছর ধরে ভাসমান জীবন কাটাচ্ছেন বৃদ্ধ দম্পতি আব্দুল মজিদ (৭০) ও স্ত্রী রাহেলা বেগম (৬৫)। জীবনের বেশির ভাগ সময় কেটেছে এই ছোট্ট নৌকাতেই। ঝড়-বৃষ্টি, শীত-গ্রীষ্ম সব ঋতুতেই তাদের আশ্রয় এই নৌকা। নদীতে মাছ ধরে আর খেয়া পারাপার করেই চলে তাদের সংসার। তাদের কোনো স্থায়ী ঠিকানা নেই, নেই ভোটার তালিকায় নাম। জানতে চাইলে আব্দুল মজিদ বলেন, 'একসময় জমি ছিল, ঘর ছিল। নদীভাঙনে সব হারিয়েছি। তারপর থেকে এই নৌকাই আমাদের ঘর।' রাহেলা বেগম জানান, অসুস্থ হলে চিকিৎসা পান না, সরকারি কোনো সহায়তাও জোটেনি কখনো। স্থানীয়রা জানান, এ দম্পতির কষ্টের জীবন দেখে অনেকেই সহায়তার হাত বাড়িয়েছেন, তবে তা যথেষ্ট নয়। রায়গঞ্জ উপজেলা নির্বাহী কর্মকর্তা জানান, বিষয়টি জানতে পেরেছি। আশ্রয়ণ প্রকল্পের আওতায় তাদের পুনর্বাসনের ব্যবস্থা নেয়া হবে। খুব শিগগিরই তাদের ঘরের ব্যবস্থা করা হবে বলে আশ্বাস দেন তিনি।: [799, 406, 1044, 522]
- naldanga-headline-line1[interactable]: নলডাঙ্গায় জাল টাকা: [313, 874, 486, 899]
- ad-sign-title: সিনিয়র এক্সিকিউটিভ ভাইস প্রেসিডেন্ট ও শাখা প্রধান: [859, 1272, 984, 1279]
- ad-branch: লক্ষ্মীপুর শাখা, লক্ষ্মীপুর: [843, 948, 900, 956]
- islami-bank-advertisement: [799, 921, 1044, 1298]
- floating-boat-photo: [799, 85, 1044, 303]
- right-column: [792, 85, 1044, 1855]
- sidebar-item-kicker: ● আশুলিয়া (ঢাকা) সংবাদদাতা: [18, 1283, 99, 1292]
